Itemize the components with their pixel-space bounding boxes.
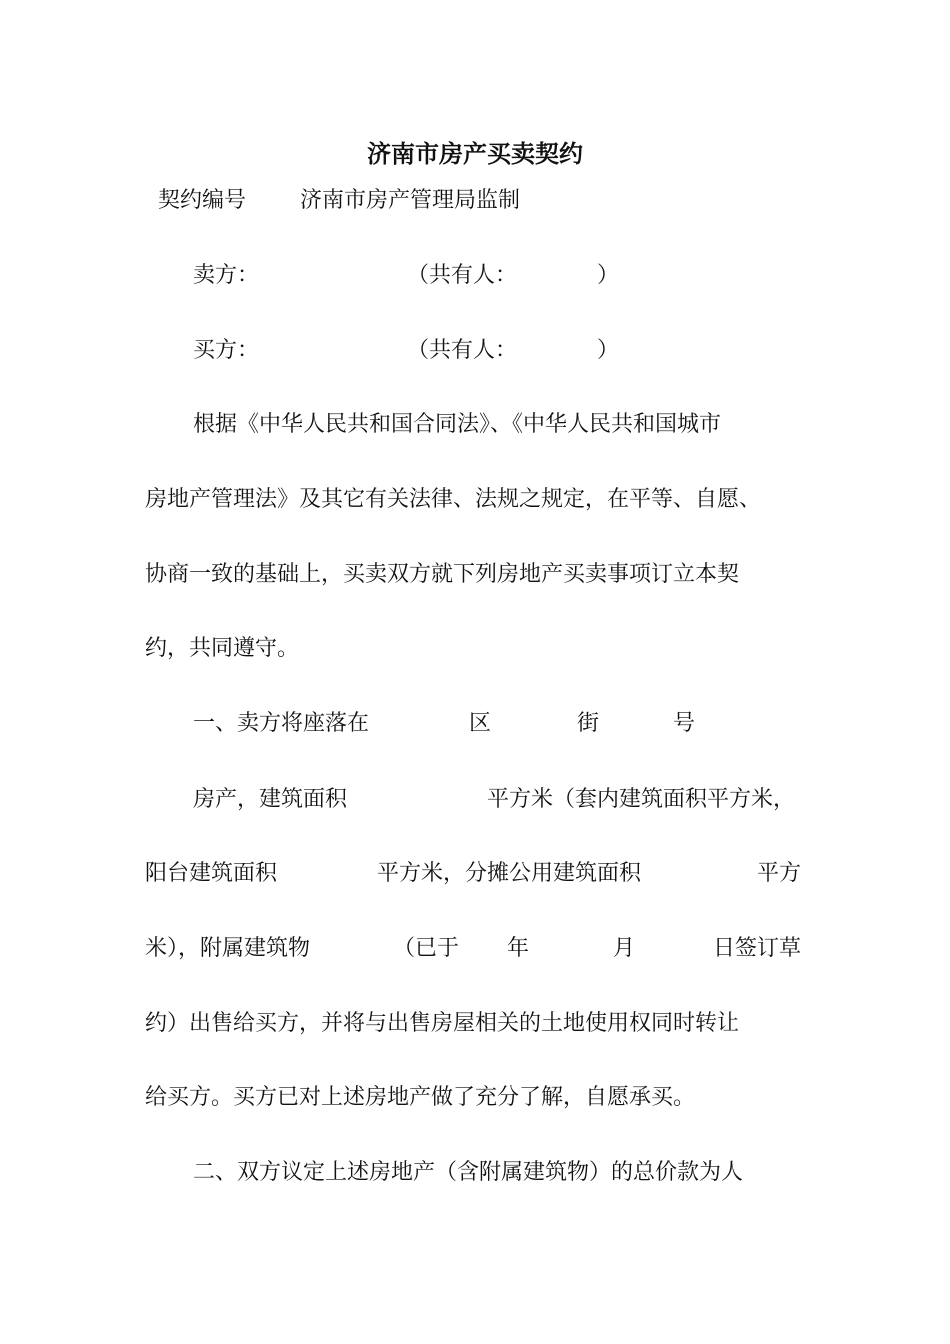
- year-label: 年: [507, 936, 530, 961]
- area-unit-text: 平方米（套内建筑面积平方米，: [487, 787, 796, 812]
- contract-number-label: 契约编号: [158, 188, 247, 213]
- buyer-label: 买方：: [193, 338, 260, 363]
- month-label: 月: [613, 936, 636, 961]
- draft-signed-label: （已于: [393, 936, 460, 961]
- article1-line: 约）出售给买方，并将与出售房屋相关的土地使用权同时转让: [145, 1011, 740, 1036]
- number-label: 号: [673, 711, 696, 736]
- seller-coowner-close: ）: [597, 263, 620, 288]
- balcony-area-label: 阳台建筑面积: [145, 861, 278, 886]
- district-label: 区: [469, 711, 492, 736]
- preamble-line: 约，共同遵守。: [145, 636, 300, 661]
- document-title: 济南市房产买卖契约: [367, 139, 583, 168]
- street-label: 街: [577, 711, 600, 736]
- preamble-line: 根据《中华人民共和国合同法》、《中华人民共和国城市: [193, 412, 722, 437]
- article2-line: 二、双方议定上述房地产（含附属建筑物）的总价款为人: [193, 1160, 744, 1185]
- article1-location-label: 一、卖方将座落在: [193, 711, 370, 736]
- shared-area-unit: 平方: [757, 861, 802, 886]
- seller-label: 卖方：: [193, 263, 260, 288]
- issuer-text: 济南市房产管理局监制: [300, 188, 521, 213]
- preamble-line: 协商一致的基础上，买卖双方就下列房地产买卖事项订立本契: [145, 562, 740, 587]
- attached-building-label: 米），附属建筑物: [145, 936, 311, 961]
- buyer-coowner-label: （共有人：: [407, 338, 518, 363]
- article1-line: 给买方。买方已对上述房地产做了充分了解，自愿承买。: [145, 1085, 696, 1110]
- buyer-coowner-close: ）: [597, 338, 620, 363]
- day-label: 日签订草: [713, 936, 802, 961]
- seller-coowner-label: （共有人：: [407, 263, 518, 288]
- shared-area-label: 平方米，分摊公用建筑面积: [377, 861, 642, 886]
- area-label: 房产，建筑面积: [193, 787, 348, 812]
- preamble-line: 房地产管理法》及其它有关法律、法规之规定，在平等、自愿、: [145, 487, 762, 512]
